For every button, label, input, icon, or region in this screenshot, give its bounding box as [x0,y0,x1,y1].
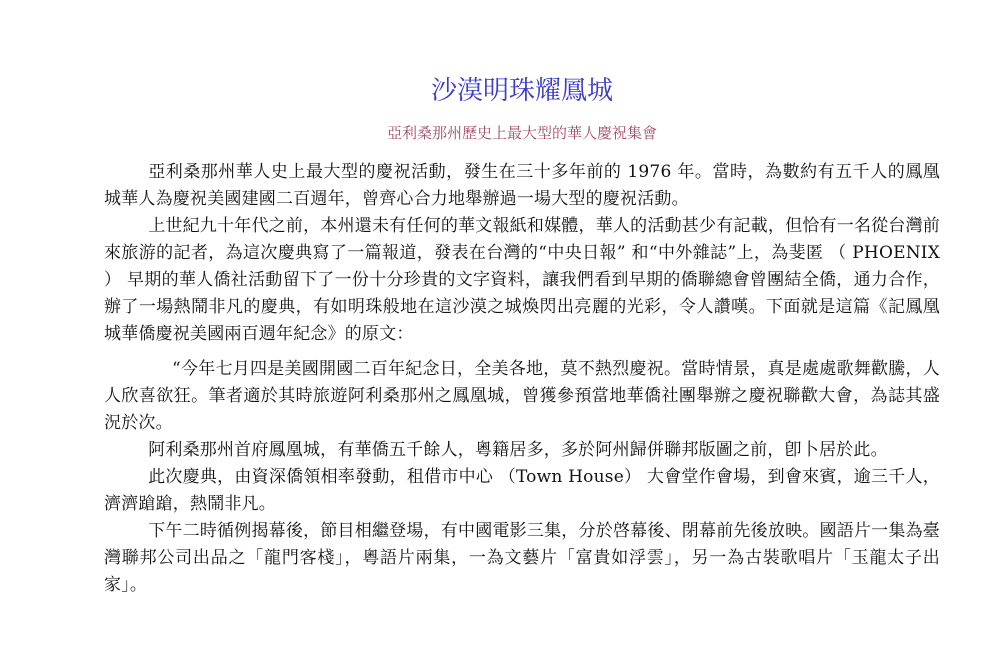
paragraph-quote-population: 阿利桑那州首府鳳凰城，有華僑五千餘人，粵籍居多，多於阿州歸併聯邦版圖之前，卽卜居於此。 [148,440,888,460]
paragraph-quote-venue: 此次慶典，由資深僑領相率發動，租借市中心 （Town House） 大會堂作會場，到會來賓，逾三千人，濟濟蹌蹌，熱鬧非凡。 [104,467,940,514]
paragraph-background: 上世紀九十年代之前，本州還未有任何的華文報紙和媒體，華人的活動甚少有記載，但恰有一名從台灣前來旅游的記者，為這次慶典寫了一篇報道，發表在台灣的“中央日報” 和“中外雜誌”上，為斐匿 （ PHOENIX ） 早期的華人僑社活動留下了一份十分珍貴的文字資料，讓我們看到早期的僑聯總會曾團結全僑，通力合作，辦了一場熱鬧非凡的慶典，有如明珠般地在這沙漠之城煥閃出亮麗的光彩，令人讚嘆。下面就是這篇《記鳳凰城華僑慶祝美國兩百週年紀念》的原文： [104,216,940,344]
paragraph-quote-opening: “今年七月四是美國開國二百年紀念日，全美各地，莫不熱烈慶祝。當時情景，真是處處歌舞歡騰，人人欣喜欲狂。筆者適於其時旅遊阿利桑那州之鳳凰城，曾獲參預當地華僑社團舉辦之慶祝聯歡大會，為誌其盛況於次。 [104,359,940,433]
article-subtitle: 亞利桑那州歷史上最大型的華人慶祝集會 [386,124,657,142]
paragraph-quote-program: 下午二時循例揭幕後，節目相繼登場，有中國電影三集，分於啓幕後、閉幕前先後放映。國語片一集為臺灣聯邦公司出品之「龍門客棧」，粵語片兩集，一為文藝片「富貴如浮雲」，另一為古裝歌唱片「玉龍太子出家」。 [104,521,940,595]
article-body [104,159,940,599]
paragraph-intro: 亞利桑那州華人史上最大型的慶祝活動，發生在三十多年前的 1976 年。當時，為數約有五千人的鳳凰城華人為慶祝美國建國二百週年，曾齊心合力地舉辦過一場大型的慶祝活動。 [104,162,940,209]
article-title: 沙漠明珠耀鳳城 [430,76,613,106]
